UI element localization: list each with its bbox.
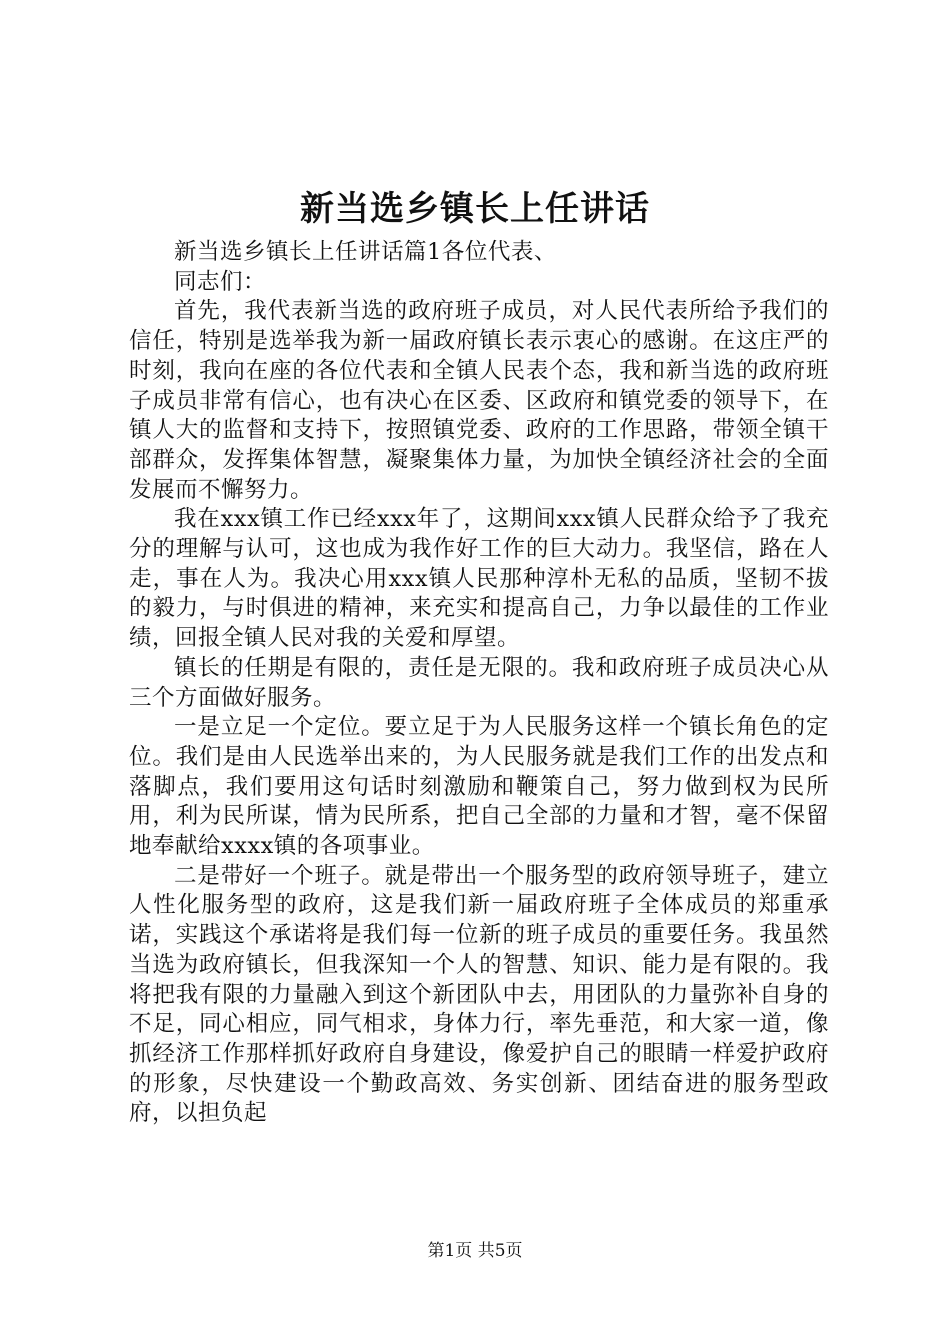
paragraph: 我在xxx镇工作已经xxx年了，这期间xxx镇人民群众给予了我充分的理解与认可，这也成为我作好工作的巨大动力。我坚信，路在人走，事在人为。我决心用xxx镇人民那种淳朴无私的品质，坚韧不拔的毅力，与时俱进的精神，来充实和提高自己，力争以最佳的工作业绩，回报全镇人民对我的关爱和厚望。: [129, 506, 829, 652]
document-title: 新当选乡镇长上任讲话: [300, 189, 650, 229]
document-body: [129, 238, 829, 1129]
paragraph: 同志们：: [174, 268, 267, 295]
paragraph: 新当选乡镇长上任讲话篇1各位代表、: [174, 239, 557, 265]
page-number-footer: 第1页 共5页: [427, 1241, 523, 1261]
paragraph: 首先，我代表新当选的政府班子成员，对人民代表所给予我们的信任，特别是选举我为新一届政府镇长表示衷心的感谢。在这庄严的时刻，我向在座的各位代表和全镇人民表个态，我和新当选的政府班子成员非常有信心，也有决心在区委、区政府和镇党委的领导下，在镇人大的监督和支持下，按照镇党委、政府的工作思路，带领全镇干部群众，发挥集体智慧，凝聚集体力量，为加快全镇经济社会的全面发展而不懈努力。: [129, 298, 829, 503]
paragraph: 镇长的任期是有限的，责任是无限的。我和政府班子成员决心从三个方面做好服务。: [129, 654, 829, 711]
paragraph: 一是立足一个定位。要立足于为人民服务这样一个镇长角色的定位。我们是由人民选举出来的，为人民服务就是我们工作的出发点和落脚点，我们要用这句话时刻激励和鞭策自己，努力做到权为民所用，利为民所谋，情为民所系，把自己全部的力量和才智，毫不保留地奉献给xxxx镇的各项事业。: [129, 714, 829, 860]
paragraph: 二是带好一个班子。就是带出一个服务型的政府领导班子，建立人性化服务型的政府，这是我们新一届政府班子全体成员的郑重承诺，实践这个承诺将是我们每一位新的班子成员的重要任务。我虽然当选为政府镇长，但我深知一个人的智慧、知识、能力是有限的。我将把我有限的力量融入到这个新团队中去，用团队的力量弥补自身的不足，同心相应，同气相求，身体力行，率先垂范，和大家一道，像抓经济工作那样抓好政府自身建设，像爱护自己的眼睛一样爱护政府的形象，尽快建设一个勤政高效、务实创新、团结奋进的服务型政府，以担负起: [129, 862, 829, 1127]
